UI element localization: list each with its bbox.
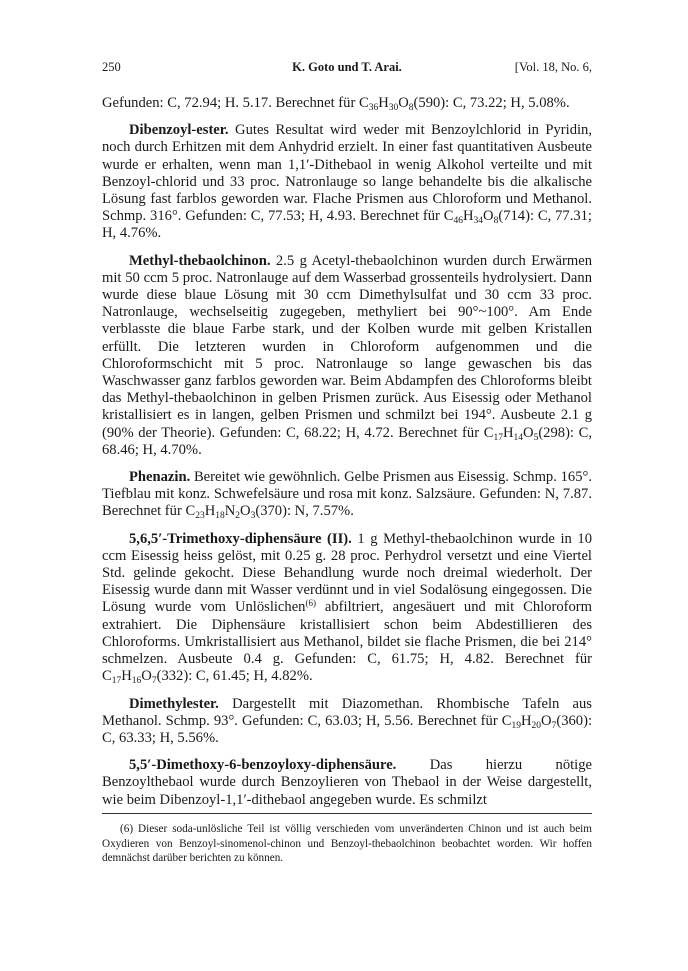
footnote-reference: (6) <box>305 598 316 609</box>
paragraph-dibenzoyl-ester: Dibenzoyl-ester. Gutes Resultat wird weder mit Benzoylchlorid in Pyridin, noch durch Erhitzen mit dem Anhydrid erzielt. In einer fast quantitativen Ausbeute wurde er erhalten, wenn man 1,1′-Dithebaol in wenig Alkohol verteilte und mit Benzoyl-chlorid und 33 proc. Natronlauge so lange behandelte bis die alkalische Lösung fast farblos geworden war. Flache Prismen aus Chloroform und Methanol. Schmp. 316°. Gefunden: C, 77.53; H, 4.93. Berechnet für $C_{46}H_{34}O_8(714)$: C, 77.31; H, 4.76%. <box>102 122 592 242</box>
paragraph-analysis-result: Gefunden: C, 72.94; H. 5.17. Berechnet für $C_{36}H_{30}O_8(590)$: C, 73.22; H, 5.08%. <box>102 95 570 113</box>
article-body <box>102 95 592 819</box>
paragraph-dimethoxy-benzoyloxy-diphensaeure: 5,5′-Dimethoxy-6-benzoyloxy-diphensäure. Das hierzu nötige Benzoylthebaol wurde durch Benzoylieren von Thebaol in der Weise dargestellt, wie beim Dibenzoyl-1,1′-dithebaol angegeben wurde. Es schmilzt <box>102 757 592 808</box>
running-authors: K. Goto und T. Arai. <box>292 60 402 74</box>
section-heading: Dimethylester. <box>129 695 219 712</box>
paragraph-phenazin: Phenazin. Bereitet wie gewöhnlich. Gelbe Prismen aus Eisessig. Schmp. 165°. Tiefblau mit konz. Schwefelsäure und rosa mit konz. Salzsäure. Gefunden: N, 7.87. Berechnet für $C_{23}H_{18}N_2O_3(370)$: N, 7.57%. <box>102 469 592 522</box>
paragraph-methyl-thebaolchinon: Methyl-thebaolchinon. 2.5 g Acetyl-thebaolchinon wurden durch Erwärmen mit 50 ccm 5 proc. Natronlauge auf dem Wasserbad grossenteils hydrolysiert. Dann wurde diese blaue Lösung mit 30 ccm Dimethylsulfat und 30 ccm 33 proc. Natronlauge, wechselseitig zugegeben, methyliert bei 90°~100°. Am Ende verblasste die blaue Farbe stark, und der Kolben wurde mit gelben Kristallen erfüllt. Die letzteren wurden in Chloroform aufgenommen und die Chloroformschicht mit 5 proc. Natronlauge so lange gewaschen bis das Waschwasser ganz farblos geworden war. Beim Abdampfen des Chloroforms bleibt das Methyl-thebaolchinon in gelben Prismen zurück. Aus Eisessig oder Methanol kristallisiert es in langen, gelben Prismen und schmilzt bei 194°. Ausbeute 2.1 g (90% der Theorie). Gefunden: C, 68.22; H, 4.72. Berechnet für $C_{17}H_{14}O_5(298)$: C, 68.46; H, 4.70%. <box>102 252 593 458</box>
section-heading: Dibenzoyl-ester. <box>129 122 229 139</box>
footnote: (6) Dieser soda-unlösliche Teil ist völlig verschieden vom unveränderten Chinon und ist auch beim Oxydieren von Benzoyl-sinomenol-chinon und Benzoyl-thebaolchinon beobachtet worden. Wir hoffen demnächst darüber berichten zu können. <box>102 823 592 864</box>
page-number: 250 <box>102 60 121 74</box>
section-heading: Methyl-thebaolchinon. <box>129 252 271 269</box>
paragraph-trimethoxy-diphensaeure: 5,6,5′-Trimethoxy-diphensäure (II). 1 g Methyl-thebaolchinon wurde in 10 ccm Eisessig heiss gelöst, mit 0.25 g. 28 proc. Perhydrol versetzt und eine Viertel Std. gelinde gekocht. Diese Behandlung wurde noch dreimal wiederholt. Der Eisessig wurde dann mit Wasser verdünnt und in viel Sodalösung eingegossen. Die Lösung wurde vom Unlöslichen$^{(6)}$ abfiltriert, angesäuert und mit Chloroform extrahiert. Die Diphensäure kristallisiert schon beim Abdestillieren des Chloroforms. Umkristallisiert aus Methanol, bildet sie flache Prismen, die bei 214° schmelzen. Ausbeute 0.4 g. Gefunden: C, 61.75; H, 4.82. Berechnet für $C_{17}H_{16}O_7(332)$: C, 61.45; H, 4.82%. <box>102 530 592 687</box>
page-header <box>102 60 592 80</box>
section-heading: 5,6,5′-Trimethoxy-diphensäure (II). <box>129 530 352 547</box>
footnote-divider <box>102 813 592 814</box>
section-heading: 5,5′-Dimethoxy-6-benzoyloxy-diphensäure. <box>129 757 397 774</box>
volume-info: [Vol. 18, No. 6, <box>514 60 592 74</box>
paragraph-dimethylester: Dimethylester. Dargestellt mit Diazomethan. Rhombische Tafeln aus Methanol. Schmp. 93°. Gefunden: C, 63.03; H, 5.56. Berechnet für $C_{19}H_{20}O_7(360)$: C, 63.33; H, 5.56%. <box>102 695 592 746</box>
section-heading: Phenazin. <box>129 469 191 486</box>
